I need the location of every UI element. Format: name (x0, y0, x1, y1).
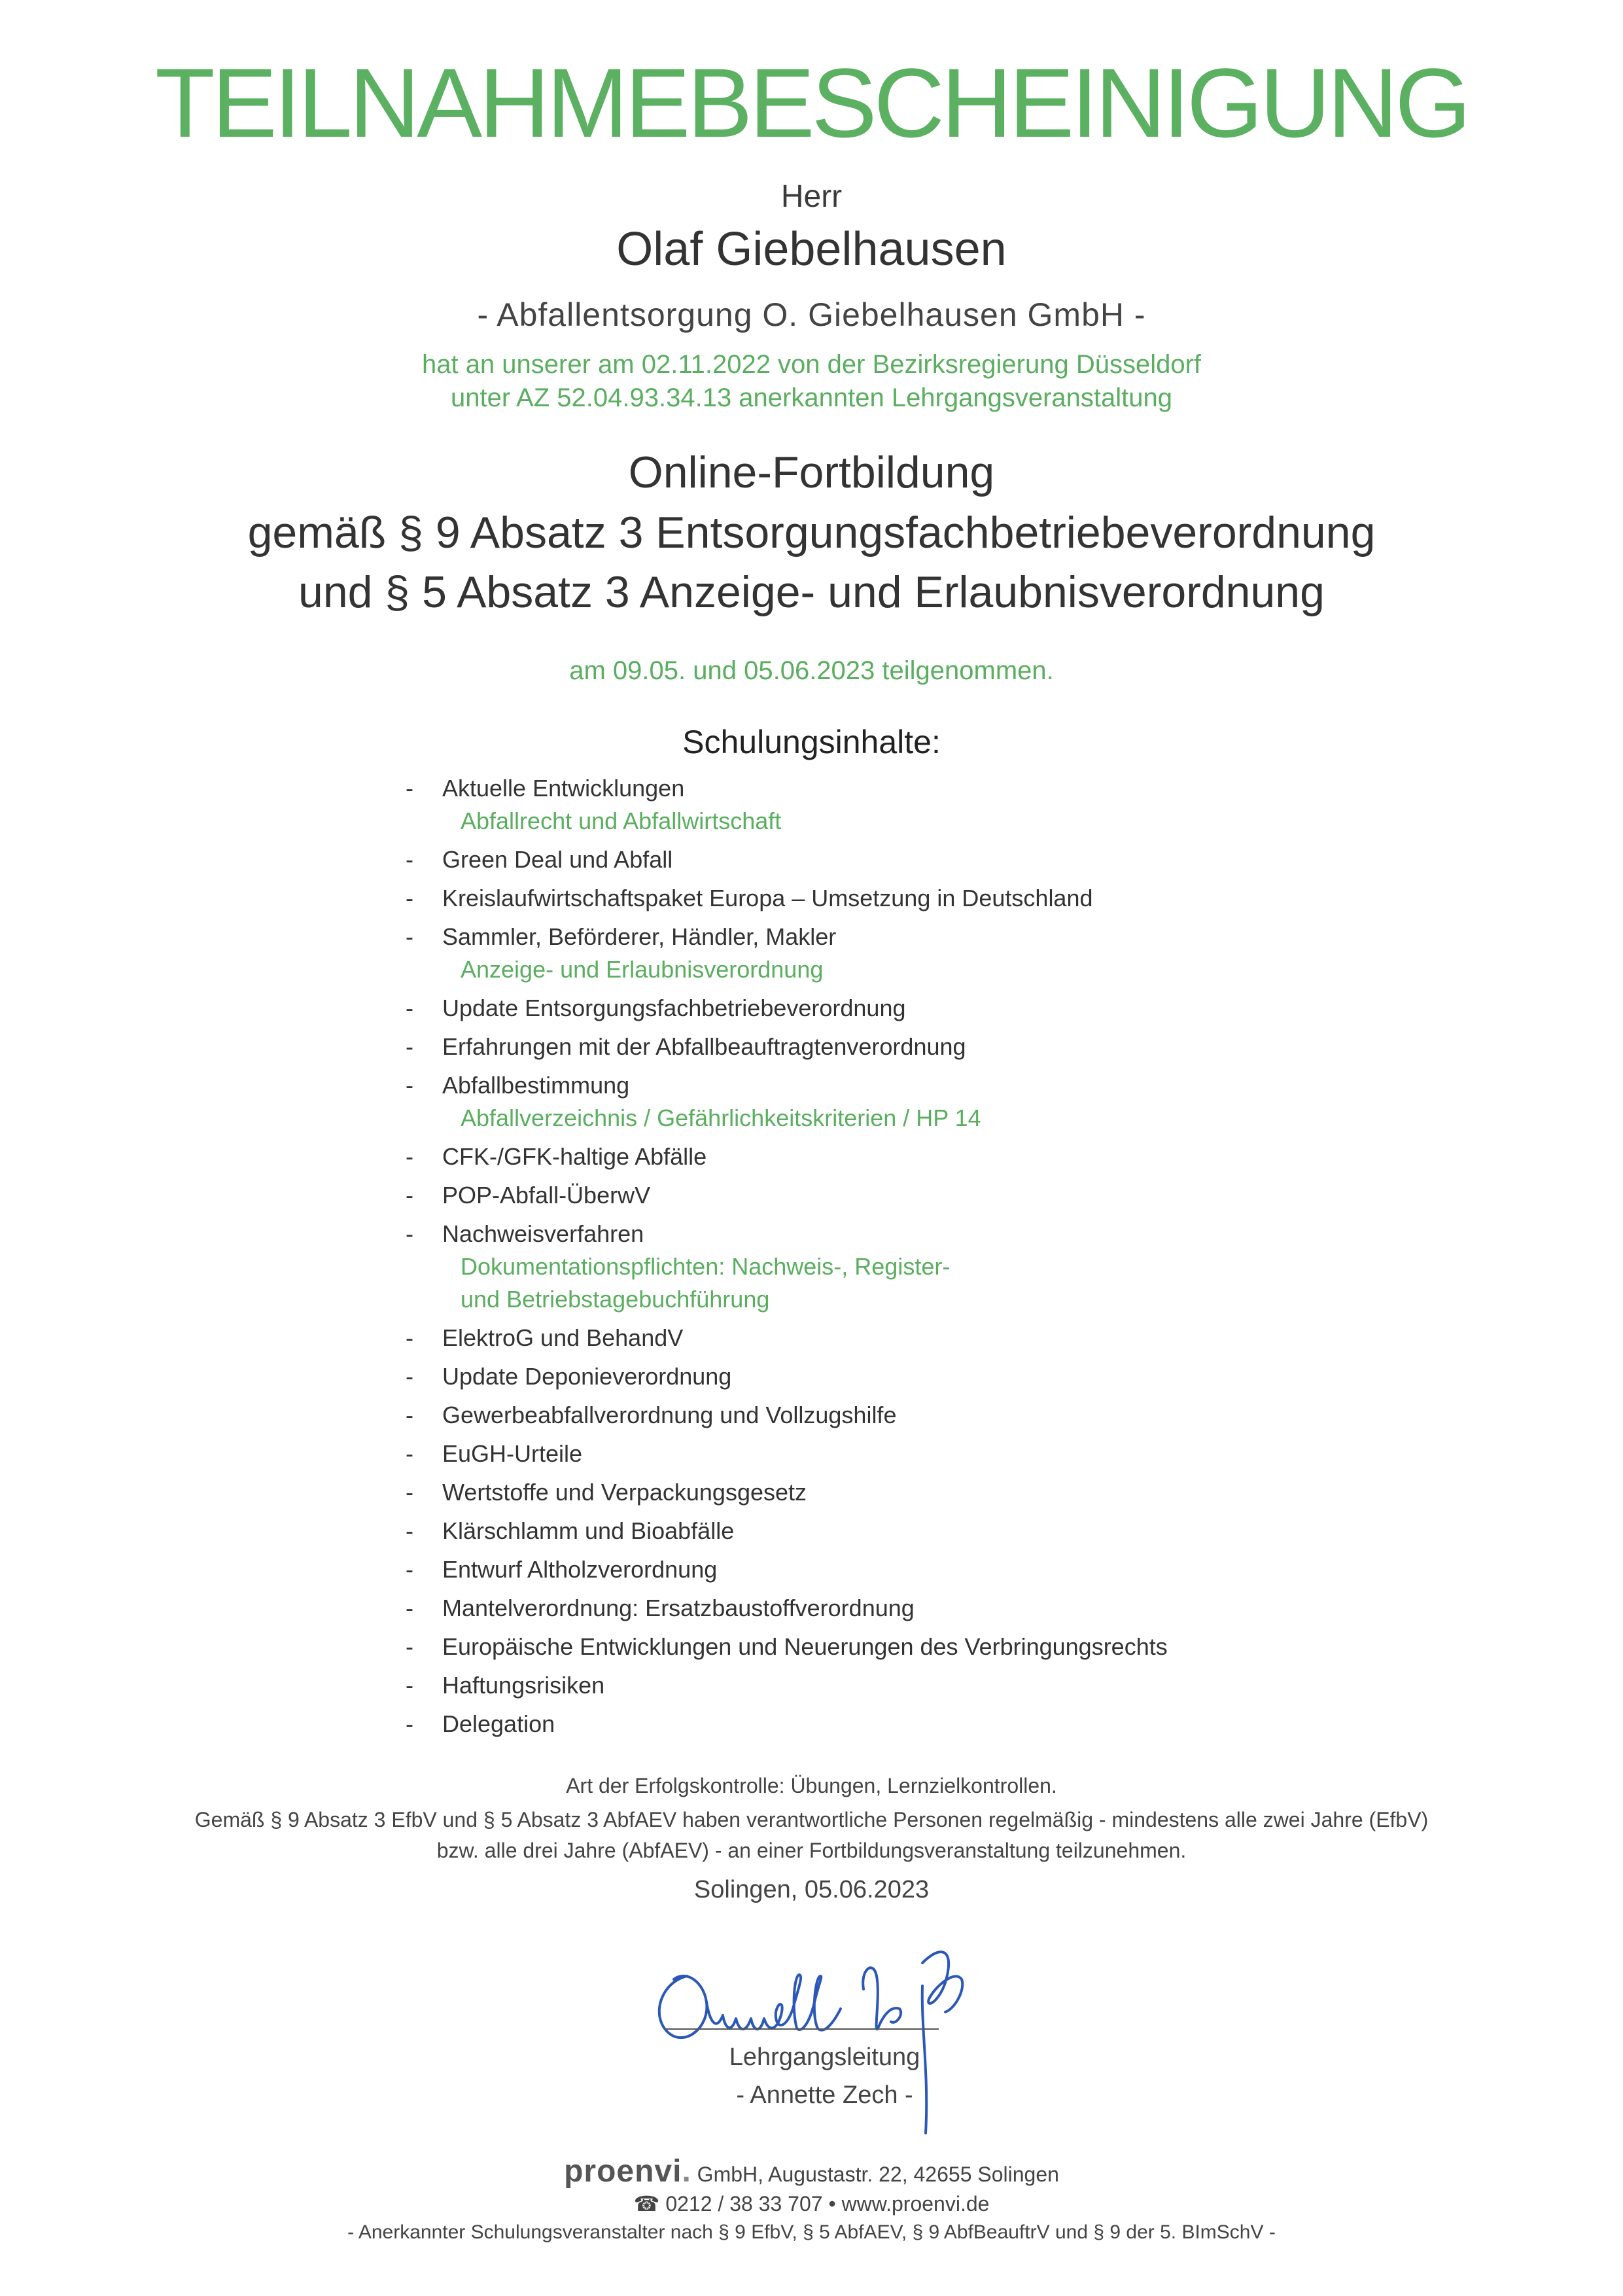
signer-name: - Annette Zech - (736, 2081, 913, 2109)
place-and-date: Solingen, 05.06.2023 (693, 1876, 930, 1903)
topic-bullet: - (406, 923, 413, 950)
footer-contact-line (0, 2191, 1623, 2216)
topic-bullet: - (406, 1182, 413, 1209)
legal-note-line-2: bzw. alle drei Jahre (AbfAEV) - an einer Fortbildungsveranstaltung teilzunehmen. (436, 1839, 1187, 1862)
topic-subtitle: Abfallverzeichnis / Gefährlichkeitskriterien / HP 14 (461, 1104, 981, 1131)
topic-item (406, 1438, 1387, 1470)
topic-bullet: - (406, 885, 413, 911)
topic-title: Aktuelle Entwicklungen (442, 775, 685, 802)
topic-title: Abfallbestimmung (442, 1072, 630, 1099)
topic-subtitle: Anzeige- und Erlaubnisverordnung (461, 956, 824, 983)
topic-item (406, 1592, 1387, 1625)
footer-company-line (0, 2153, 1623, 2189)
topic-bullet: - (406, 1517, 413, 1544)
proenvi-logo: proenvi. (564, 2154, 691, 2189)
topic-item (406, 1553, 1387, 1586)
topic-item (406, 772, 1387, 838)
topic-title: Update Deponieverordnung (442, 1363, 732, 1390)
course-title-line-2: gemäß § 9 Absatz 3 Entsorgungsfachbetriebeverordnung (247, 508, 1376, 557)
topic-bullet: - (406, 1440, 413, 1467)
topic-bullet: - (406, 1710, 413, 1737)
topic-title: Update Entsorgungsfachbetriebeverordnung (442, 995, 906, 1021)
topic-title: EuGH-Urteile (442, 1440, 583, 1467)
topic-item (406, 1708, 1387, 1740)
topic-subtitle: Abfallrecht und Abfallwirtschaft (461, 807, 782, 834)
topic-title: Wertstoffe und Verpackungsgesetz (442, 1479, 807, 1506)
contents-heading: Schulungsinhalte: (682, 724, 941, 760)
footer-contact: 0212 / 38 33 707 • www.proenvi.de (659, 2192, 990, 2216)
topic-item (406, 1399, 1387, 1432)
topic-item (406, 1140, 1387, 1173)
topic-title: CFK-/GFK-haltige Abfälle (442, 1143, 707, 1170)
topic-bullet: - (406, 995, 413, 1021)
participation-dates: am 09.05. und 05.06.2023 teilgenommen. (569, 656, 1054, 685)
topic-item (406, 1360, 1387, 1393)
topic-title: POP-Abfall-ÜberwV (442, 1182, 651, 1209)
signature-line (664, 2028, 939, 2030)
course-title-line-1: Online-Fortbildung (628, 448, 995, 497)
topic-item (406, 1631, 1387, 1663)
topic-bullet: - (406, 846, 413, 873)
topic-title: ElektroG und BehandV (442, 1324, 684, 1351)
topic-item (406, 1218, 1387, 1316)
topic-bullet: - (406, 1672, 413, 1699)
topic-bullet: - (406, 1479, 413, 1506)
topic-item (406, 1069, 1387, 1135)
topic-bullet: - (406, 775, 413, 802)
topic-title: Mantelverordnung: Ersatzbaustoffverordnung (442, 1595, 915, 1621)
certificate-title: TEILNAHMEBESCHEINIGUNG (155, 48, 1468, 158)
topic-title: Kreislaufwirtschaftspaket Europa – Umsetzung in Deutschland (442, 885, 1093, 911)
topic-item (406, 1476, 1387, 1509)
topic-title: Gewerbeabfallverordnung und Vollzugshilfe (442, 1402, 897, 1428)
topic-title: Nachweisverfahren (442, 1220, 644, 1247)
intro-line-1: hat an unserer am 02.11.2022 von der Bezirksregierung Düsseldorf (421, 350, 1202, 379)
topic-item (406, 1515, 1387, 1547)
topic-title: Klärschlamm und Bioabfälle (442, 1517, 735, 1544)
footer-accreditation: - Anerkannter Schulungsveranstalter nach § 9 EfbV, § 5 AbfAEV, § 9 AbfBeauftrV und § 9 der 5. BImSchV - (347, 2221, 1276, 2243)
topic-bullet: - (406, 1033, 413, 1060)
topic-item (406, 992, 1387, 1025)
topic-item (406, 1179, 1387, 1212)
signature-role: Lehrgangsleitung (729, 2043, 920, 2071)
participant-name: Olaf Giebelhausen (616, 223, 1007, 275)
topic-subtitle: Dokumentationspflichten: Nachweis-, Register- (461, 1253, 951, 1280)
topic-title: Entwurf Altholzverordnung (442, 1556, 718, 1583)
topic-title: Green Deal und Abfall (442, 846, 673, 873)
topic-bullet: - (406, 1072, 413, 1099)
salutation: Herr (780, 179, 843, 214)
telephone-icon: ☎ (633, 2192, 660, 2216)
topic-title: Erfahrungen mit der Abfallbeauftragtenverordnung (442, 1033, 966, 1060)
assessment-type: Art der Erfolgskontrolle: Übungen, Lernzielkontrollen. (566, 1774, 1057, 1797)
topic-title: Delegation (442, 1710, 555, 1737)
topic-item (406, 882, 1387, 915)
topic-bullet: - (406, 1220, 413, 1247)
topic-item (406, 1031, 1387, 1063)
footer-address: GmbH, Augustastr. 22, 42655 Solingen (691, 2163, 1059, 2186)
topic-bullet: - (406, 1595, 413, 1621)
course-title-line-3: und § 5 Absatz 3 Anzeige- und Erlaubnisverordnung (298, 567, 1325, 617)
topic-bullet: - (406, 1556, 413, 1583)
topic-item (406, 1322, 1387, 1354)
intro-line-2: unter AZ 52.04.93.34.13 anerkannten Lehrgangsveranstaltung (450, 383, 1173, 412)
topic-title: Sammler, Beförderer, Händler, Makler (442, 923, 837, 950)
legal-note-line-1: Gemäß § 9 Absatz 3 EfbV und § 5 Absatz 3 AbfAEV haben verantwortliche Personen regelmäßig - mindestens alle zwei Jahre (EfbV) (194, 1808, 1429, 1831)
topic-bullet: - (406, 1402, 413, 1428)
topic-bullet: - (406, 1363, 413, 1390)
topic-title: Europäische Entwicklungen und Neuerungen des Verbringungsrechts (442, 1633, 1168, 1660)
topic-item (406, 921, 1387, 986)
topic-bullet: - (406, 1143, 413, 1170)
topic-item (406, 843, 1387, 876)
topic-subtitle: und Betriebstagebuchführung (461, 1286, 770, 1313)
training-topics-list (406, 772, 1387, 1746)
topic-title: Haftungsrisiken (442, 1672, 605, 1699)
participant-company: - Abfallentsorgung O. Giebelhausen GmbH - (477, 296, 1146, 333)
topic-bullet: - (406, 1324, 413, 1351)
topic-item (406, 1669, 1387, 1702)
topic-bullet: - (406, 1633, 413, 1660)
